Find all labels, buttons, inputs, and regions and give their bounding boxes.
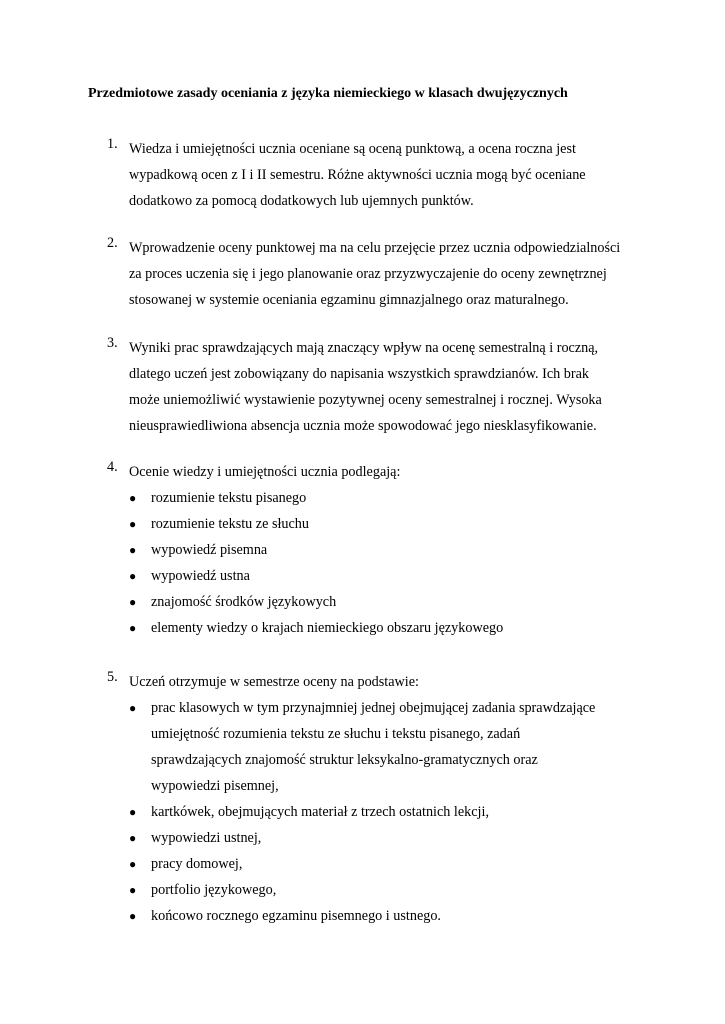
item-text-line: Wiedza i umiejętności ucznia oceniane są oceną punktową, a ocena roczna jest <box>129 141 576 157</box>
bullet-icon: ● <box>129 543 137 557</box>
item-text-line: dlatego uczeń jest zobowiązany do napisania wszystkich sprawdzianów. Ich brak <box>129 366 590 382</box>
item-text-line: dodatkowo za pomocą dodatkowych lub ujemnych punktów. <box>129 193 474 209</box>
item-number: 4. <box>107 459 118 475</box>
item-text-line: nieusprawiedliwiona absencja ucznia może spowodować jego niesklasyfikowanie. <box>129 418 597 434</box>
bullet-item: ● rozumienie tekstu ze słuchu <box>129 511 667 537</box>
bullet-list <box>129 485 667 641</box>
bullet-item: ● wypowiedź pisemna <box>129 537 667 563</box>
item-number: 5. <box>107 669 118 685</box>
list-item-5 <box>107 669 667 929</box>
bullet-icon: ● <box>129 701 137 715</box>
document-title: Przedmiotowe zasady oceniania z języka niemieckiego w klasach dwujęzycznych <box>88 86 568 101</box>
bullet-item: ● końcowo rocznego egzaminu pisemnego i ustnego. <box>129 903 667 929</box>
bullet-icon: ● <box>129 857 137 871</box>
bullet-icon: ● <box>129 569 137 583</box>
item-text-line: stosowanej w systemie oceniania egzaminu gimnazjalnego oraz maturalnego. <box>129 292 569 308</box>
bullet-item: ● wypowiedź ustna <box>129 563 667 589</box>
bullet-icon: ● <box>129 831 137 845</box>
bullet-item: ● wypowiedzi ustnej, <box>129 825 667 851</box>
list-item-3 <box>107 335 667 439</box>
item-text-line: Ocenie wiedzy i umiejętności ucznia podlegają: <box>129 464 401 480</box>
list-item-2 <box>107 235 667 313</box>
bullet-item: ● pracy domowej, <box>129 851 667 877</box>
bullet-item: ● portfolio językowego, <box>129 877 667 903</box>
item-text-line: za proces uczenia się i jego planowanie oraz przyzwyczajenie do oceny zewnętrznej <box>129 266 607 282</box>
bullet-icon: ● <box>129 883 137 897</box>
list-item-4 <box>107 459 667 641</box>
list-item-1 <box>107 136 667 214</box>
item-text-line: wypadkową ocen z I i II semestru. Różne aktywności ucznia mogą być oceniane <box>129 167 586 183</box>
bullet-icon: ● <box>129 621 137 635</box>
bullet-icon: ● <box>129 595 137 609</box>
item-text-line: Uczeń otrzymuje w semestrze oceny na podstawie: <box>129 674 419 690</box>
bullet-icon: ● <box>129 517 137 531</box>
bullet-icon: ● <box>129 805 137 819</box>
bullet-icon: ● <box>129 491 137 505</box>
bullet-item: ● rozumienie tekstu pisanego <box>129 485 667 511</box>
bullet-item: ● znajomość środków językowych <box>129 589 667 615</box>
item-number: 2. <box>107 235 118 251</box>
bullet-item: ● kartkówek, obejmujących materiał z trzech ostatnich lekcji, <box>129 799 667 825</box>
bullet-icon: ● <box>129 909 137 923</box>
item-text-line: Wprowadzenie oceny punktowej ma na celu przejęcie przez ucznia odpowiedzialności <box>129 240 621 256</box>
item-text-line: może uniemożliwić wystawienie pozytywnej oceny semestralnej i rocznej. Wysoka <box>129 392 602 408</box>
item-number: 3. <box>107 335 118 351</box>
item-number: 1. <box>107 136 118 152</box>
bullet-item: ● elementy wiedzy o krajach niemieckiego obszaru językowego <box>129 615 667 641</box>
item-text-line: Wyniki prac sprawdzających mają znaczący wpływ na ocenę semestralną i roczną, <box>129 340 599 356</box>
bullet-list <box>129 695 667 929</box>
bullet-item: ● prac klasowych w tym przynajmniej jednej obejmującej zadania sprawdzające umiejętność rozumienia tekstu ze słuchu i tekstu pisanego, zadań sprawdzających znajomość struktur leksykalno-gramatycznych oraz wypowiedzi pisemnej, <box>129 695 667 799</box>
